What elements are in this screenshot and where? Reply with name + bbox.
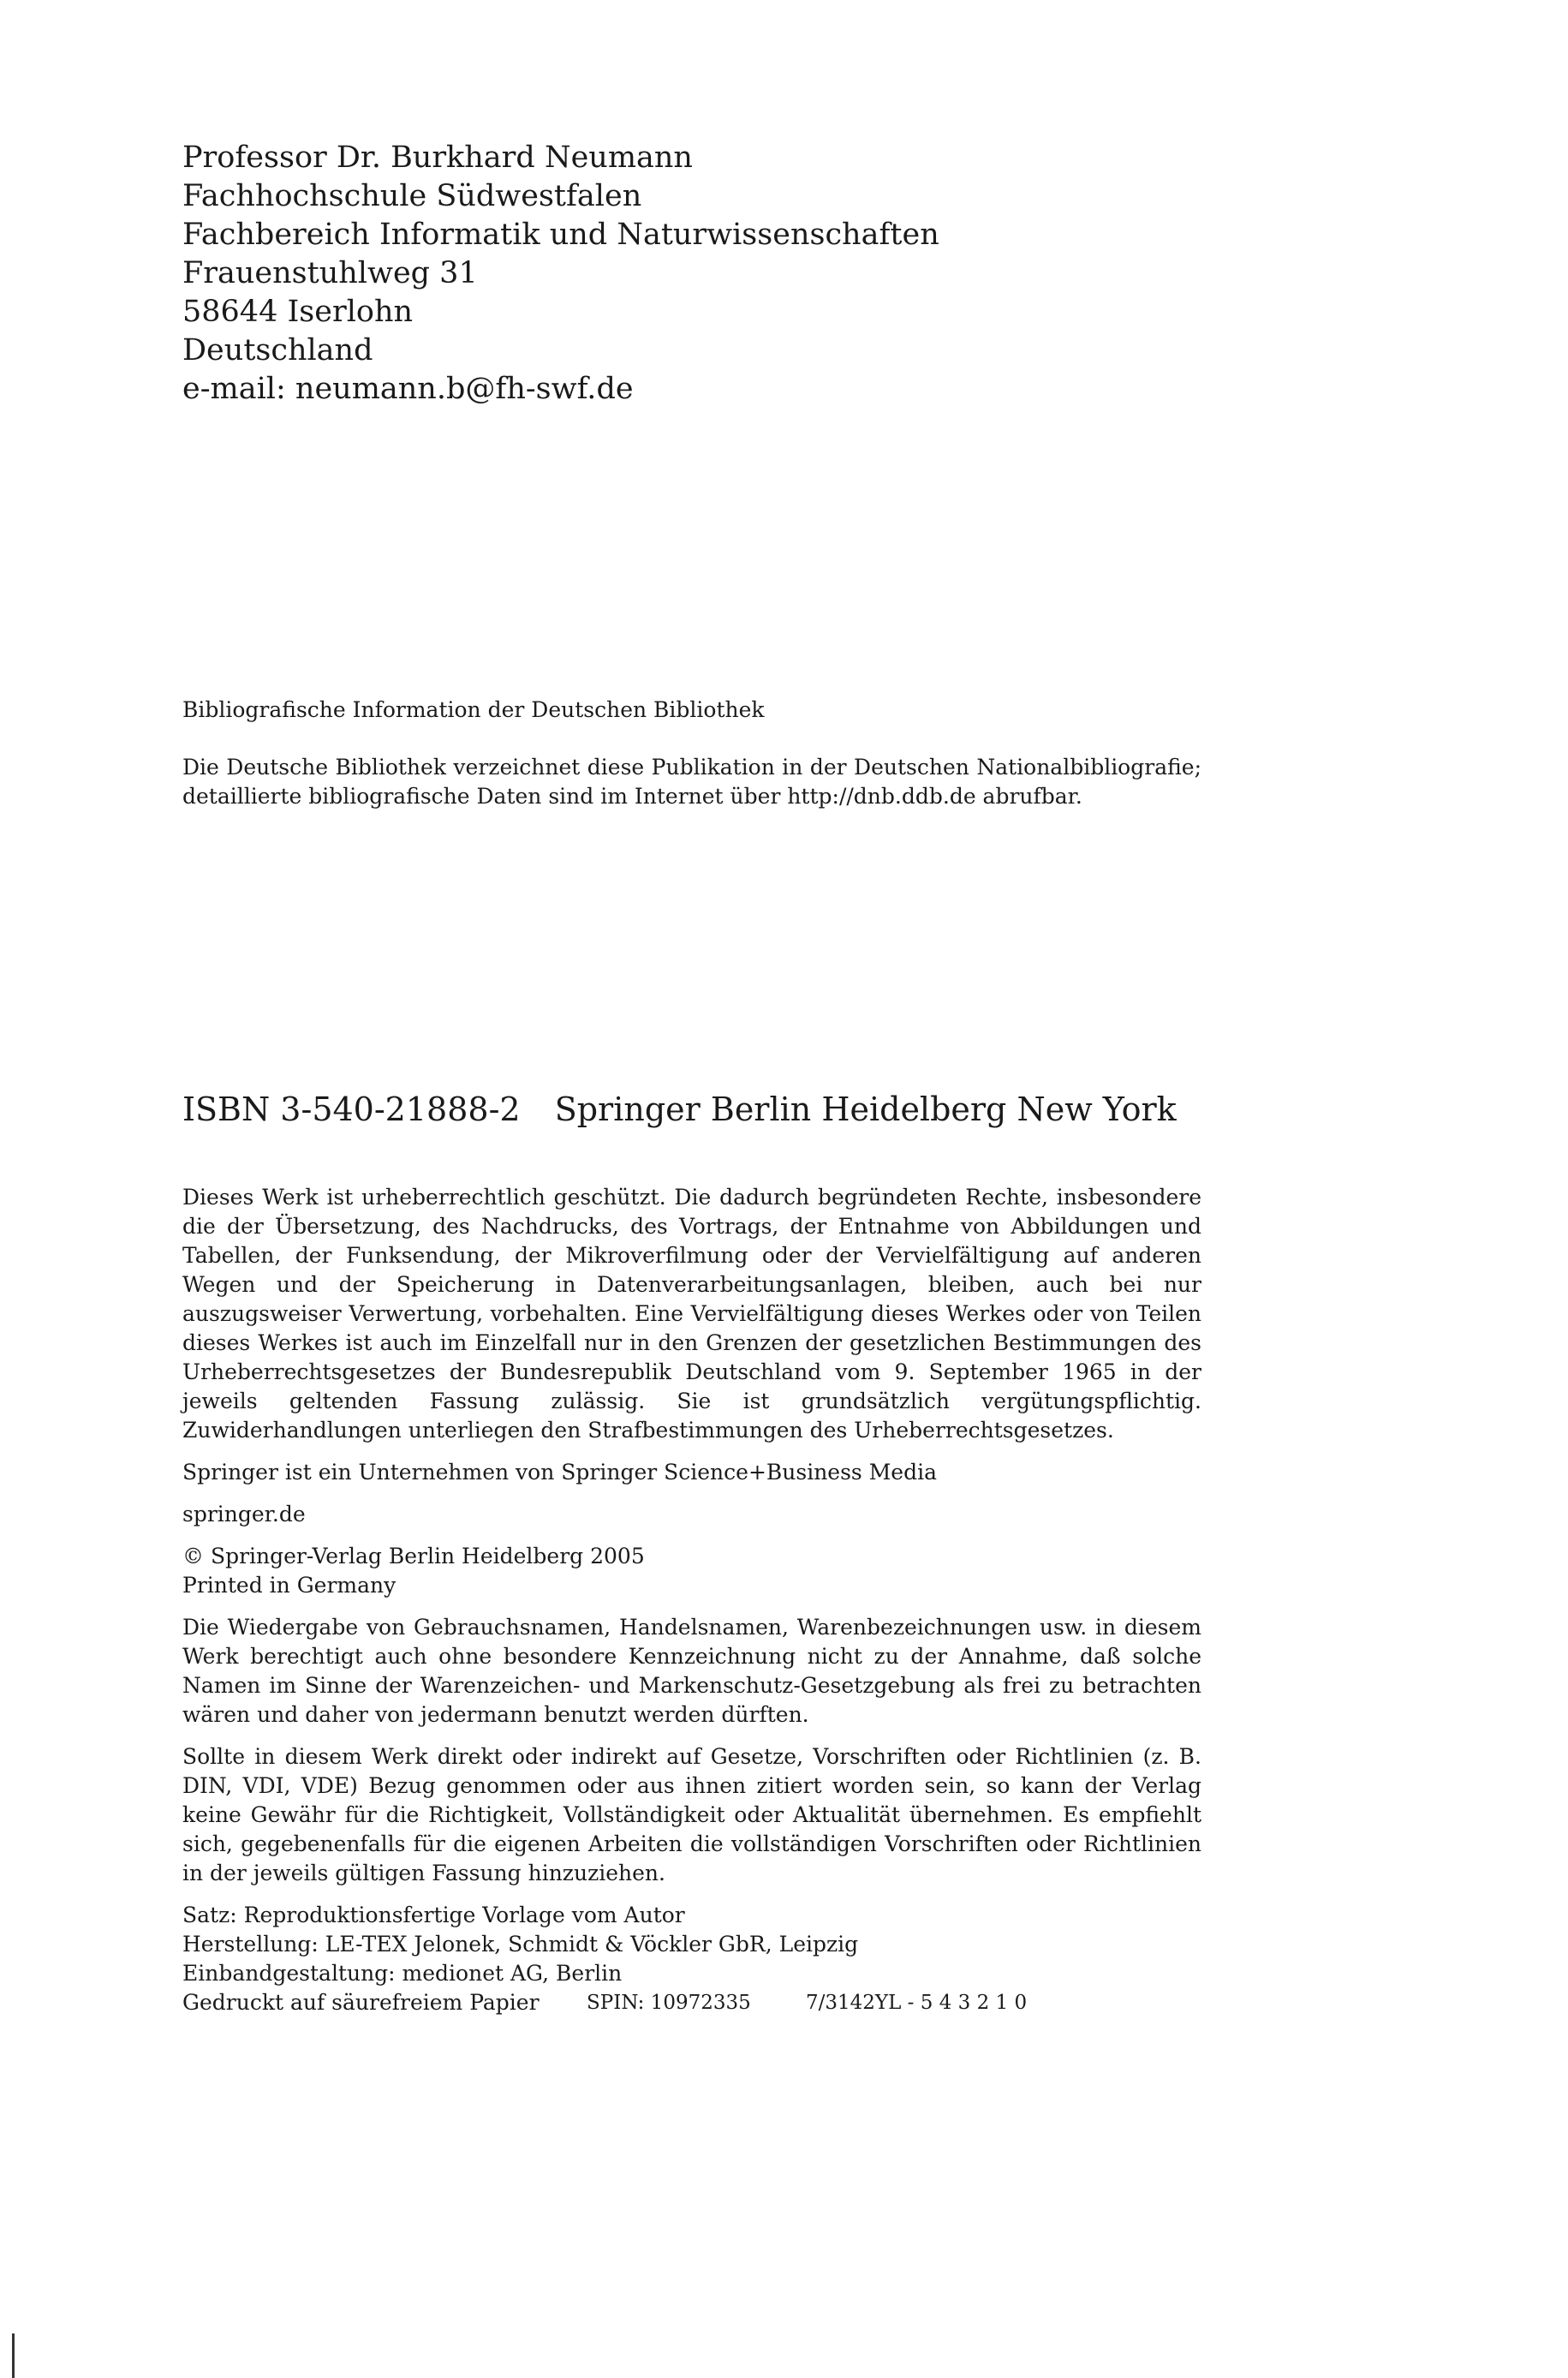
copyright-line: © Springer-Verlag Berlin Heidelberg 2005 <box>182 1544 645 1568</box>
legal-section <box>182 1183 1201 2017</box>
standards-notice: Sollte in diesem Werk direkt oder indirekt auf Gesetze, Vorschriften oder Richtlinien (z. B. DIN, VDI, VDE) Bezug genommen oder aus ihnen zitiert worden sein, so kann der Verlag keine Gewähr für die Richtigkeit, Vollständigkeit oder Aktualität übernehmen. Es empfiehlt sich, gegebenenfalls für die eigenen Arbeiten die vollständigen Vorschriften oder Richtlinien in der jeweils gültigen Fassung hinzuziehen. <box>182 1744 1201 1885</box>
typesetting-line: Satz: Reproduktionsfertige Vorlage vom Autor <box>182 1903 685 1927</box>
bibliography-text: Die Deutsche Bibliothek verzeichnet diese Publikation in der Deutschen Nationalbibliografie; detaillierte bibliografische Daten sind im Internet über http://dnb.ddb.de abrufbar. <box>182 755 1201 809</box>
copyright-notice: Dieses Werk ist urheberrechtlich geschützt. Die dadurch begründeten Rechte, insbesondere die der Übersetzung, des Nachdrucks, des Vortrags, der Entnahme von Abbildungen und Tabellen, der Funksendung, der Mikroverfilmung oder der Vervielfältigung auf anderen Wegen und der Speicherung in Datenverarbeitungsanlagen, bleiben, auch bei nur auszugsweiser Verwertung, vorbehalten. Eine Vervielfältigung dieses Werkes oder von Teilen dieses Werkes ist auch im Einzelfall nur in den Grenzen der gesetzlichen Bestimmungen des Urheberrechtsgesetzes der Bundesrepublik Deutschland vom 9. September 1965 in der jeweils geltenden Fassung zulässig. Sie ist grundsätzlich vergütungspflichtig. Zuwiderhandlungen unterliegen den Strafbestimmungen des Urheberrechtsgesetzes. <box>182 1185 1201 1443</box>
production-credits <box>182 1901 1201 2017</box>
isbn-line <box>182 1088 1201 1131</box>
cover-design-line: Einbandgestaltung: medionet AG, Berlin <box>182 1961 623 1986</box>
author-street: Frauenstuhlweg 31 <box>182 256 478 290</box>
author-email: e-mail: neumann.b@fh-swf.de <box>182 372 634 406</box>
author-name: Professor Dr. Burkhard Neumann <box>182 140 693 175</box>
bibliography-section <box>182 696 1201 811</box>
isbn-number: ISBN 3-540-21888-2 <box>182 1090 521 1128</box>
author-city: 58644 Iserlohn <box>182 295 414 329</box>
springer-company-note: Springer ist ein Unternehmen von Springer Science+Business Media <box>182 1460 937 1485</box>
scan-edge-mark <box>12 2333 15 2378</box>
printed-in-line: Printed in Germany <box>182 1573 396 1598</box>
author-department: Fachbereich Informatik und Naturwissenschaften <box>182 218 939 252</box>
print-code: 7/3142YL - 5 4 3 2 1 0 <box>806 1992 1028 2014</box>
author-country: Deutschland <box>182 333 373 367</box>
publisher-cities: Springer Berlin Heidelberg New York <box>554 1090 1177 1128</box>
author-institution: Fachhochschule Südwestfalen <box>182 179 642 213</box>
author-address-block <box>182 139 1201 409</box>
production-line: Herstellung: LE-TEX Jelonek, Schmidt & Vöckler GbR, Leipzig <box>182 1932 859 1957</box>
spin-number: SPIN: 10972335 <box>587 1992 751 2014</box>
publisher-website: springer.de <box>182 1502 306 1527</box>
copyright-block <box>182 1542 1201 1600</box>
print-info-row <box>182 1988 1201 2017</box>
bibliography-heading: Bibliografische Information der Deutschen Bibliothek <box>182 697 765 722</box>
imprint-page <box>182 0 1201 2378</box>
paper-note: Gedruckt auf säurefreiem Papier <box>182 1990 540 2015</box>
trademark-notice: Die Wiedergabe von Gebrauchsnamen, Handelsnamen, Warenbezeichnungen usw. in diesem Werk berechtigt auch ohne besondere Kennzeichnung nicht zu der Annahme, daß solche Namen im Sinne der Warenzeichen- und Markenschutz-Gesetzgebung als frei zu betrachten wären und daher von jedermann benutzt werden dürften. <box>182 1615 1201 1727</box>
